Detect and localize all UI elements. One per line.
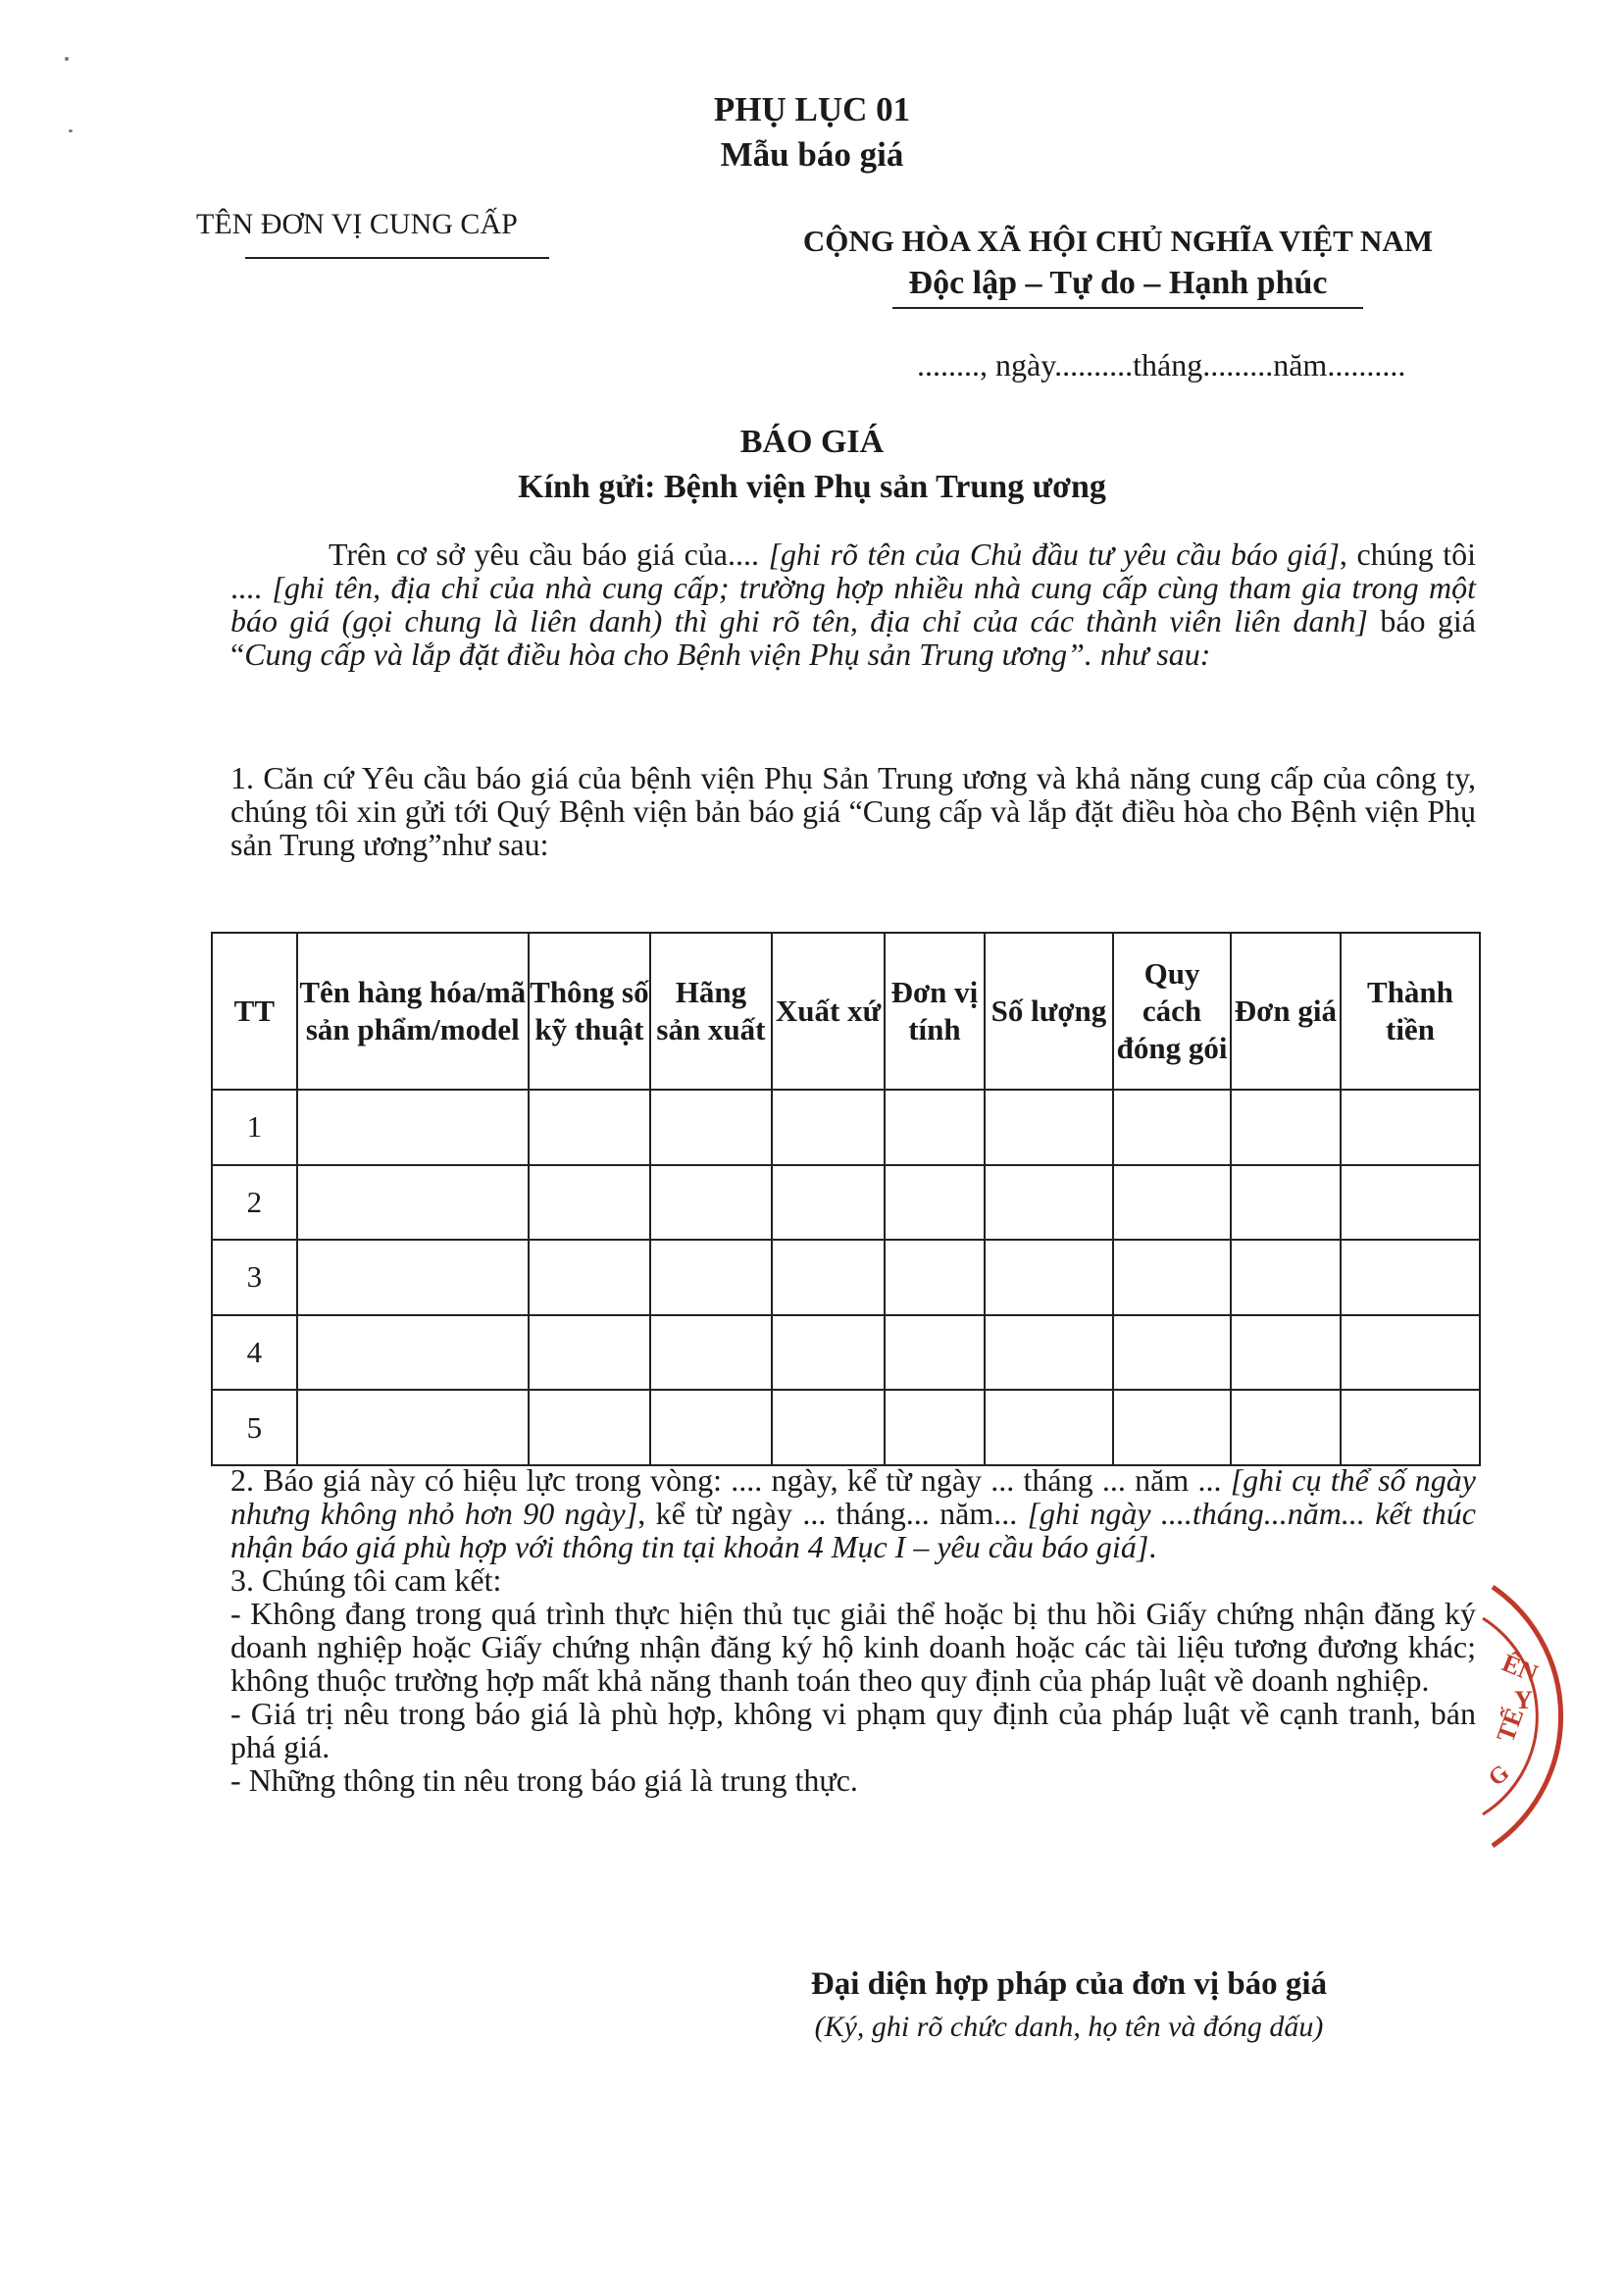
table-cell[interactable] — [1113, 1240, 1231, 1315]
row-number: 5 — [212, 1390, 297, 1465]
table-cell[interactable] — [885, 1165, 985, 1241]
table-cell[interactable] — [1341, 1315, 1480, 1391]
table-cell[interactable] — [772, 1090, 885, 1165]
row-number: 2 — [212, 1165, 297, 1241]
table-cell[interactable] — [529, 1315, 650, 1391]
column-header-unit-price: Đơn giá — [1231, 933, 1341, 1090]
column-header-unit: Đơn vị tính — [885, 933, 985, 1090]
intro-mid: , chúng tôi .... — [230, 536, 1477, 605]
appendix-subtitle: Mẫu báo giá — [720, 135, 904, 174]
table-cell[interactable] — [529, 1090, 650, 1165]
table-cell[interactable] — [650, 1390, 772, 1465]
national-motto: Độc lập – Tự do – Hạnh phúc — [908, 265, 1328, 301]
stamp-text-2: Y — [1514, 1686, 1533, 1714]
project-name: Cung cấp và lắp đặt điều hòa cho Bệnh viện Phụ sản Trung ương — [244, 637, 1068, 672]
supplier-name-label: TÊN ĐƠN VỊ CUNG CẤP — [196, 208, 518, 240]
stamp-text-1: ÊN — [1497, 1648, 1543, 1689]
table-cell[interactable] — [772, 1390, 885, 1465]
table-cell[interactable] — [885, 1090, 985, 1165]
table-cell[interactable] — [529, 1390, 650, 1465]
table-cell[interactable] — [885, 1390, 985, 1465]
column-header-quantity: Số lượng — [985, 933, 1114, 1090]
table-cell[interactable] — [1113, 1390, 1231, 1465]
quote-label: báo giá “ — [230, 603, 1477, 672]
table-cell[interactable] — [297, 1165, 529, 1241]
signature-note: (Ký, ghi rõ chức danh, họ tên và đóng dấu) — [814, 2011, 1324, 2043]
table-cell[interactable] — [985, 1315, 1114, 1391]
table-cell[interactable] — [650, 1240, 772, 1315]
clause-2-note-1: [ghi cụ thể số ngày nhưng không nhỏ hơn 90 ngày] — [230, 1462, 1477, 1531]
stamp-text-3: TẾ — [1491, 1704, 1530, 1747]
table-cell[interactable] — [297, 1315, 529, 1391]
column-header-specs: Thông số kỹ thuật — [529, 933, 650, 1090]
clause-2-end: . — [1148, 1529, 1157, 1564]
divider — [245, 257, 549, 259]
stamp-text-4: G — [1484, 1759, 1515, 1792]
quote-table — [211, 932, 1481, 1466]
table-cell[interactable] — [985, 1090, 1114, 1165]
column-header-tt: TT — [212, 933, 297, 1090]
table-row — [212, 1240, 1480, 1315]
terms-section — [230, 1463, 1476, 1797]
red-stamp-seal — [1471, 1569, 1624, 1863]
table-cell[interactable] — [1231, 1240, 1341, 1315]
table-cell[interactable] — [1113, 1165, 1231, 1241]
table-cell[interactable] — [1231, 1315, 1341, 1391]
table-cell[interactable] — [1113, 1090, 1231, 1165]
commitment-item: - Những thông tin nêu trong báo giá là trung thực. — [230, 1762, 858, 1798]
table-cell[interactable] — [1231, 1090, 1341, 1165]
table-cell[interactable] — [297, 1240, 529, 1315]
table-cell[interactable] — [885, 1240, 985, 1315]
divider — [892, 307, 1363, 309]
clause-2-lead: 2. Báo giá này có hiệu lực trong vòng: .... ngày, kể từ ngày ... tháng ... năm ... — [230, 1462, 1231, 1498]
table-row — [212, 1165, 1480, 1241]
table-cell[interactable] — [772, 1165, 885, 1241]
table-cell[interactable] — [985, 1240, 1114, 1315]
table-row — [212, 1390, 1480, 1465]
table-cell[interactable] — [772, 1315, 885, 1391]
table-cell[interactable] — [1341, 1390, 1480, 1465]
table-cell[interactable] — [650, 1090, 772, 1165]
table-cell[interactable] — [1341, 1165, 1480, 1241]
table-cell[interactable] — [297, 1390, 529, 1465]
signature-title: Đại diện hợp pháp của đơn vị báo giá — [810, 1966, 1328, 2002]
requester-note: [ghi rõ tên của Chủ đầu tư yêu cầu báo giá] — [768, 536, 1340, 572]
clause-2-mid: , kể từ ngày ... tháng... năm... — [637, 1496, 1028, 1531]
intro-lead: Trên cơ sở yêu cầu báo giá của.... — [329, 536, 769, 572]
intro-tail: ”. như sau: — [1067, 637, 1211, 672]
commitment-item: - Giá trị nêu trong báo giá là phù hợp, không vi phạm quy định của pháp luật về cạnh tranh, bán phá giá. — [230, 1696, 1476, 1764]
clause-1: 1. Căn cứ Yêu cầu báo giá của bệnh viện Phụ Sản Trung ương và khả năng cung cấp của công ty, chúng tôi xin gửi tới Quý Bệnh viện bản báo giá “Cung cấp và lắp đặt điều hòa cho Bệnh viện Phụ sản Trung ương”như sau: — [230, 760, 1476, 862]
table-cell[interactable] — [650, 1315, 772, 1391]
row-number: 1 — [212, 1090, 297, 1165]
appendix-title: PHỤ LỤC 01 — [713, 90, 911, 128]
table-cell[interactable] — [529, 1165, 650, 1241]
national-title: CỘNG HÒA XÃ HỘI CHỦ NGHĨA VIỆT NAM — [802, 224, 1434, 258]
row-number: 4 — [212, 1315, 297, 1391]
table-row — [212, 1090, 1480, 1165]
table-row — [212, 1315, 1480, 1391]
column-header-total: Thành tiền — [1341, 933, 1480, 1090]
table-cell[interactable] — [772, 1240, 885, 1315]
table-cell[interactable] — [1341, 1240, 1480, 1315]
column-header-product: Tên hàng hóa/mã sản phẩm/model — [297, 933, 529, 1090]
table-cell[interactable] — [1113, 1315, 1231, 1391]
table-cell[interactable] — [297, 1090, 529, 1165]
table-cell[interactable] — [985, 1390, 1114, 1465]
column-header-manufacturer: Hãng sản xuất — [650, 933, 772, 1090]
date-line: ........, ngày..........tháng.........năm.......... — [917, 347, 1406, 382]
table-cell[interactable] — [650, 1165, 772, 1241]
table-header-row — [212, 933, 1480, 1090]
supplier-note: [ghi tên, địa chỉ của nhà cung cấp; trường hợp nhiều nhà cung cấp cùng tham gia trong một báo giá (gọi chung là liên danh) thì ghi rõ tên, địa chỉ của các thành viên liên danh] — [230, 570, 1477, 638]
column-header-packaging: Quy cách đóng gói — [1113, 933, 1231, 1090]
table-cell[interactable] — [985, 1165, 1114, 1241]
row-number: 3 — [212, 1240, 297, 1315]
table-cell[interactable] — [885, 1315, 985, 1391]
recipient-line: Kính gửi: Bệnh viện Phụ sản Trung ương — [518, 469, 1106, 505]
scan-speck — [69, 129, 73, 132]
table-cell[interactable] — [529, 1240, 650, 1315]
table-cell[interactable] — [1231, 1165, 1341, 1241]
clause-2-note-2: [ghi ngày ....tháng...năm... kết thúc nhận báo giá phù hợp với thông tin tại khoản 4 Mục I – yêu cầu báo giá] — [230, 1496, 1477, 1564]
table-cell[interactable] — [1341, 1090, 1480, 1165]
column-header-origin: Xuất xứ — [772, 933, 885, 1090]
clause-2 — [230, 1463, 1476, 1563]
table-cell[interactable] — [1231, 1390, 1341, 1465]
clause-3-title: 3. Chúng tôi cam kết: — [230, 1562, 502, 1598]
document-title: BÁO GIÁ — [739, 424, 885, 460]
commitment-item: - Không đang trong quá trình thực hiện thủ tục giải thể hoặc bị thu hồi Giấy chứng nhận đăng ký doanh nghiệp hoặc Giấy chứng nhận đăng ký hộ kinh doanh hoặc các tài liệu tương đương khác; không thuộc trường hợp mất khả năng thanh toán theo quy định của pháp luật về doanh nghiệp. — [230, 1596, 1476, 1698]
scan-speck — [65, 57, 69, 61]
intro-paragraph — [230, 537, 1476, 671]
